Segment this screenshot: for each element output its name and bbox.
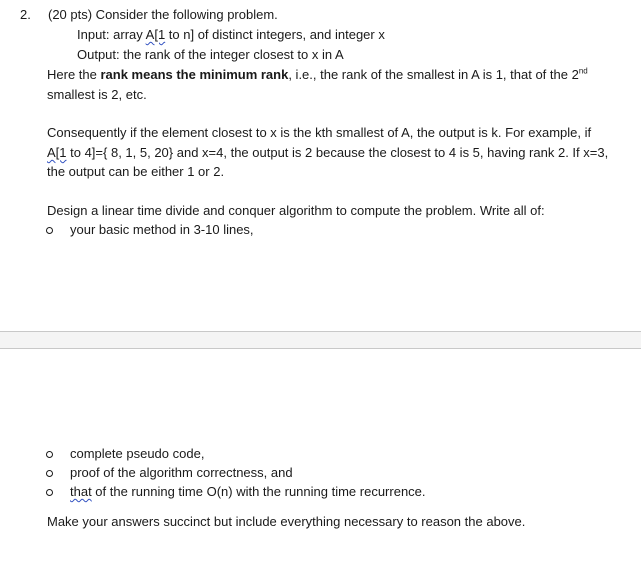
- input-label: Input: array: [77, 27, 146, 42]
- rank-definition-bold: rank means the minimum rank: [100, 67, 289, 82]
- closing-instruction: Make your answers succinct but include everything necessary to reason the above.: [47, 514, 526, 529]
- bullet-pseudo-code: complete pseudo code,: [70, 446, 205, 461]
- example-line2: A[1 to 4]={ 8, 1, 5, 20} and x=4, the output is 2 because the closest to 4 is 5, having rank 2. If x=3,: [47, 145, 609, 160]
- bullet-correctness-proof: proof of the algorithm correctness, and: [70, 465, 293, 480]
- rank-definition-line2: smallest is 2, etc.: [47, 87, 147, 102]
- spellcheck-word: that: [70, 484, 92, 499]
- rank-definition-line1: Here the rank means the minimum rank, i.e., the rank of the smallest in A is 1, that of the 2nd: [47, 66, 588, 82]
- task-instruction: Design a linear time divide and conquer algorithm to compute the problem. Write all of:: [47, 203, 545, 218]
- input-line: [77, 27, 385, 43]
- example-line3: the output can be either 1 or 2.: [47, 164, 225, 179]
- array-token: A[1: [145, 27, 166, 42]
- bullet-circle-icon: [46, 227, 53, 234]
- problem-number: 2.: [20, 7, 31, 22]
- bullet-basic-method: your basic method in 3-10 lines,: [70, 222, 254, 237]
- array-token-example: A[1: [47, 145, 67, 160]
- bullet-circle-icon: [46, 451, 53, 458]
- bullet-circle-icon: [46, 489, 53, 496]
- input-rest: to n] of distinct integers, and integer x: [165, 27, 385, 42]
- ordinal-suffix: nd: [578, 66, 588, 76]
- bullet-circle-icon: [46, 470, 53, 477]
- example-line1: Consequently if the element closest to x is the kth smallest of A, the output is k. For example, if: [47, 125, 592, 140]
- output-line: Output: the rank of the integer closest to x in A: [77, 47, 344, 62]
- bullet-running-time: that of the running time O(n) with the running time recurrence.: [70, 484, 426, 499]
- problem-header: (20 pts) Consider the following problem.: [48, 7, 278, 22]
- page-divider: [0, 331, 641, 349]
